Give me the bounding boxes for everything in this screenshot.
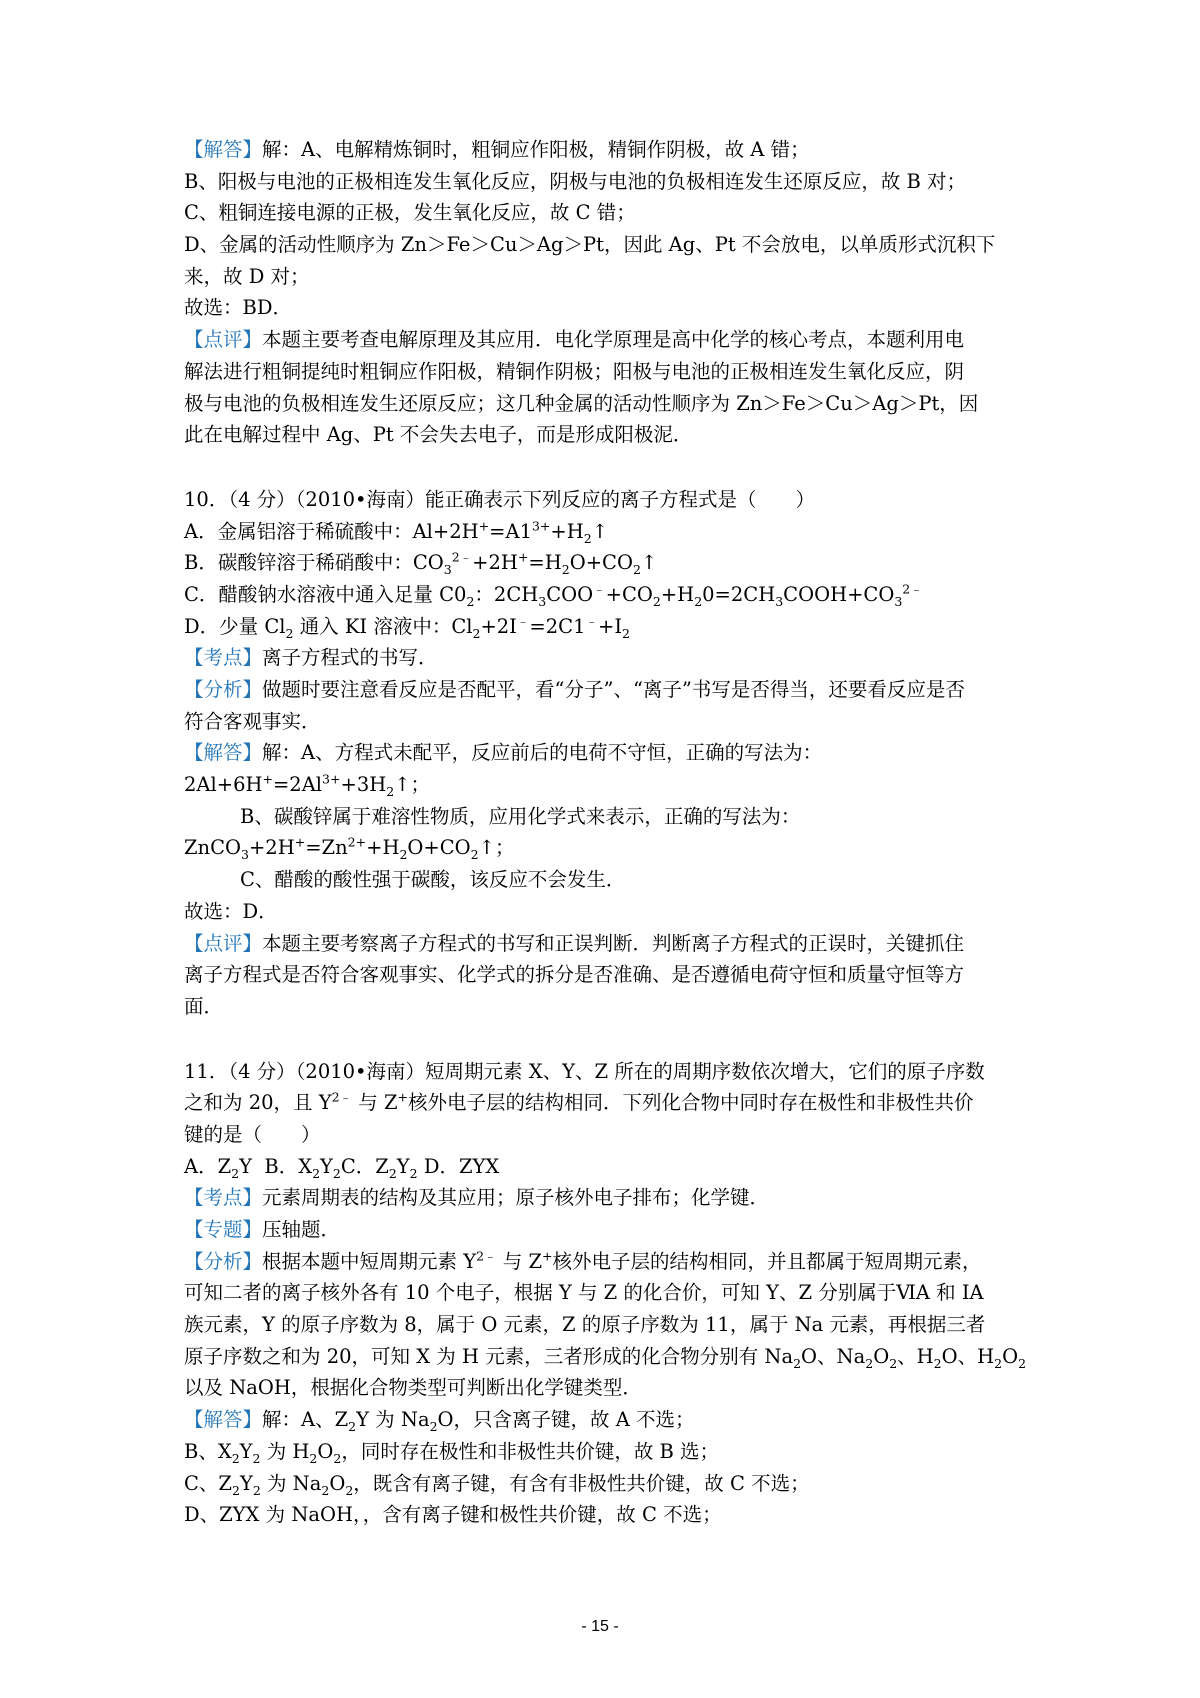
q10-option-d: D．少量 $Cl_2$ 通入 KI 溶液中：$Cl_2+2I^﹣=2C1^﹣+I_2$ <box>184 613 630 641</box>
tag-zhuanti: 【专题】 <box>184 1218 263 1241</box>
tag-fenxi: 【分析】 <box>184 1249 263 1273</box>
q9-answer-a: 【解答】解：A、电解精炼铜时，粗铜应作阳极，精铜作阴极，故 A 错； <box>184 138 810 161</box>
q10-comment: 【点评】本题主要考察离子方程式的书写和正误判断．判断离子方程式的正误时，关键抓住 <box>184 931 965 955</box>
q11-fenxi-line: 以及 NaOH，根据化合物类型可判断出化学键类型． <box>184 1376 642 1400</box>
q10-equation-a: $2Al+6H^+=2Al^{3+}+3H_2↑$； <box>184 771 431 799</box>
q11-stem-line: 键的是（ ） <box>184 1122 321 1146</box>
tag-dianping: 【点评】 <box>184 931 263 955</box>
q9-choice: 故选：BD． <box>184 296 292 320</box>
tag-kaodian: 【考点】 <box>184 1186 263 1210</box>
q10-option-c: C．醋酸钠水溶液中通入足量 $C0_2$：$2CH_3COO^﹣+CO_2+H_20=2CH_3COOH+CO_3^{2﹣}$ <box>184 581 923 609</box>
q11-options: A．$Z_2Y$ B．$X_2Y_2C$．$Z_2Y_2$ D．ZYX <box>184 1154 500 1181</box>
q9-comment-line: 极与电池的负极相连发生还原反应；这几种金属的活动性顺序为 Zn＞Fe＞Cu＞Ag＞Pt，因 <box>184 391 979 415</box>
tag-jieda: 【解答】 <box>184 741 263 765</box>
tag-jieda: 【解答】 <box>184 1408 263 1432</box>
q9-answer-d: D、金属的活动性顺序为 Zn＞Fe＞Cu＞Ag＞Pt，因此 Ag、Pt 不会放电，以单质形式沉积下 <box>184 233 996 257</box>
q10-fenxi-line: 符合客观事实． <box>184 709 321 733</box>
document-body <box>184 134 1034 1531</box>
q10-jieda: 【解答】解：A、方程式未配平，反应前后的电荷不守恒，正确的写法为： <box>184 741 823 765</box>
q10-choice: 故选：D． <box>184 899 278 923</box>
tag-kaodian: 【考点】 <box>184 646 263 670</box>
q10-option-b: B．碳酸锌溶于稀硝酸中：$CO_3^{2﹣}+2H^+=H_2O+CO_2↑$ <box>184 549 658 578</box>
q10-jieda-c: C、醋酸的酸性强于碳酸，该反应不会发生． <box>240 868 626 892</box>
q10-comment-line: 离子方程式是否符合客观事实、化学式的拆分是否准确、是否遵循电荷守恒和质量守恒等方 <box>184 963 965 987</box>
q11-zhuanti: 【专题】压轴题． <box>184 1218 341 1241</box>
q10-stem: 10．（4 分）（2010•海南）能正确表示下列反应的离子方程式是（ ） <box>184 487 816 511</box>
q11-jieda-c: C、$Z_2Y_2$ 为 $Na_2O_2$，既含有离子键，有含有非极性共价键，故 C 不选； <box>184 1471 810 1498</box>
tag-fenxi: 【分析】 <box>184 678 263 701</box>
q11-fenxi: 【分析】根据本题中短周期元素 $Y^{2﹣}$ 与 Z+核外电子层的结构相同，并且都属于短周期元素， <box>184 1248 982 1273</box>
q11-fenxi-line: 原子序数之和为 20，可知 X 为 H 元素，三者形成的化合物分别有 $Na_2O$、$Na_2O_2$、$H_2O$、$H_2O_2$ <box>184 1344 1027 1371</box>
q11-jieda-a: 【解答】解：A、$Z_2Y$ 为 $Na_2O$，只含离子键，故 A 不选； <box>184 1408 695 1435</box>
q9-answer-d-cont: 来，故 D 对； <box>184 264 310 288</box>
q11-stem-line: 之和为 20，且 $Y^{2﹣}$ 与 Z+核外电子层的结构相同．下列化合物中同时存在极性和非极性共价 <box>184 1089 974 1115</box>
q11-fenxi-line: 可知二者的离子核外各有 10 个电子，根据 Y 与 Z 的化合价，可知 Y、Z 分别属于ⅥA 和 IA <box>184 1281 984 1305</box>
q11-fenxi-line: 族元素，Y 的原子序数为 8，属于 O 元素，Z 的原子序数为 11，属于 Na 元素，再根据三者 <box>184 1313 986 1337</box>
q10-kaodian: 【考点】离子方程式的书写． <box>184 646 438 670</box>
q11-stem: 11．（4 分）（2010•海南）短周期元素 X、Y、Z 所在的周期序数依次增大，它们的原子序数 <box>184 1059 985 1083</box>
q10-option-a: A．金属铝溶于稀硫酸中：$Al+2H^+=A1^{3+}+H_2↑$ <box>184 518 609 546</box>
q10-fenxi: 【分析】做题时要注意看反应是否配平，看“分子”、“离子”书写是否得当，还要看反应是否 <box>184 678 965 701</box>
q10-equation-b: $ZnCO_3+2H^+=Zn^{2+}+H_2O+CO_2↑$； <box>184 834 515 863</box>
tag-jieda: 【解答】 <box>184 138 263 161</box>
q9-answer-b: B、阳极与电池的正极相连发生氧化反应，阴极与电池的负极相连发生还原反应，故 B 对； <box>184 169 967 193</box>
q10-comment-line: 面． <box>184 994 224 1018</box>
q11-kaodian: 【考点】元素周期表的结构及其应用；原子核外电子排布；化学键． <box>184 1186 770 1210</box>
q9-comment-line: 此在电解过程中 Ag、Pt 不会失去电子，而是形成阳极泥． <box>184 423 693 447</box>
q11-jieda-d: D、ZYX 为 NaOH，，含有离子键和极性共价键，故 C 不选； <box>184 1503 722 1527</box>
q10-jieda-b: B、碳酸锌属于难溶性物质，应用化学式来表示，正确的写法为： <box>240 804 801 828</box>
tag-dianping: 【点评】 <box>184 328 263 352</box>
q9-answer-c: C、粗铜连接电源的正极，发生氧化反应，故 C 错； <box>184 201 636 225</box>
q11-jieda-b: B、$X_2Y_2$ 为 $H_2O_2$，同时存在极性和非极性共价键，故 B 选； <box>184 1439 720 1466</box>
page-number: - 15 - <box>581 1618 619 1635</box>
q9-comment-line: 解法进行粗铜提纯时粗铜应作阳极，精铜作阴极；阳极与电池的正极相连发生氧化反应，阴 <box>184 359 965 383</box>
q9-comment: 【点评】本题主要考查电解原理及其应用．电化学原理是高中化学的核心考点，本题利用电 <box>184 328 965 352</box>
